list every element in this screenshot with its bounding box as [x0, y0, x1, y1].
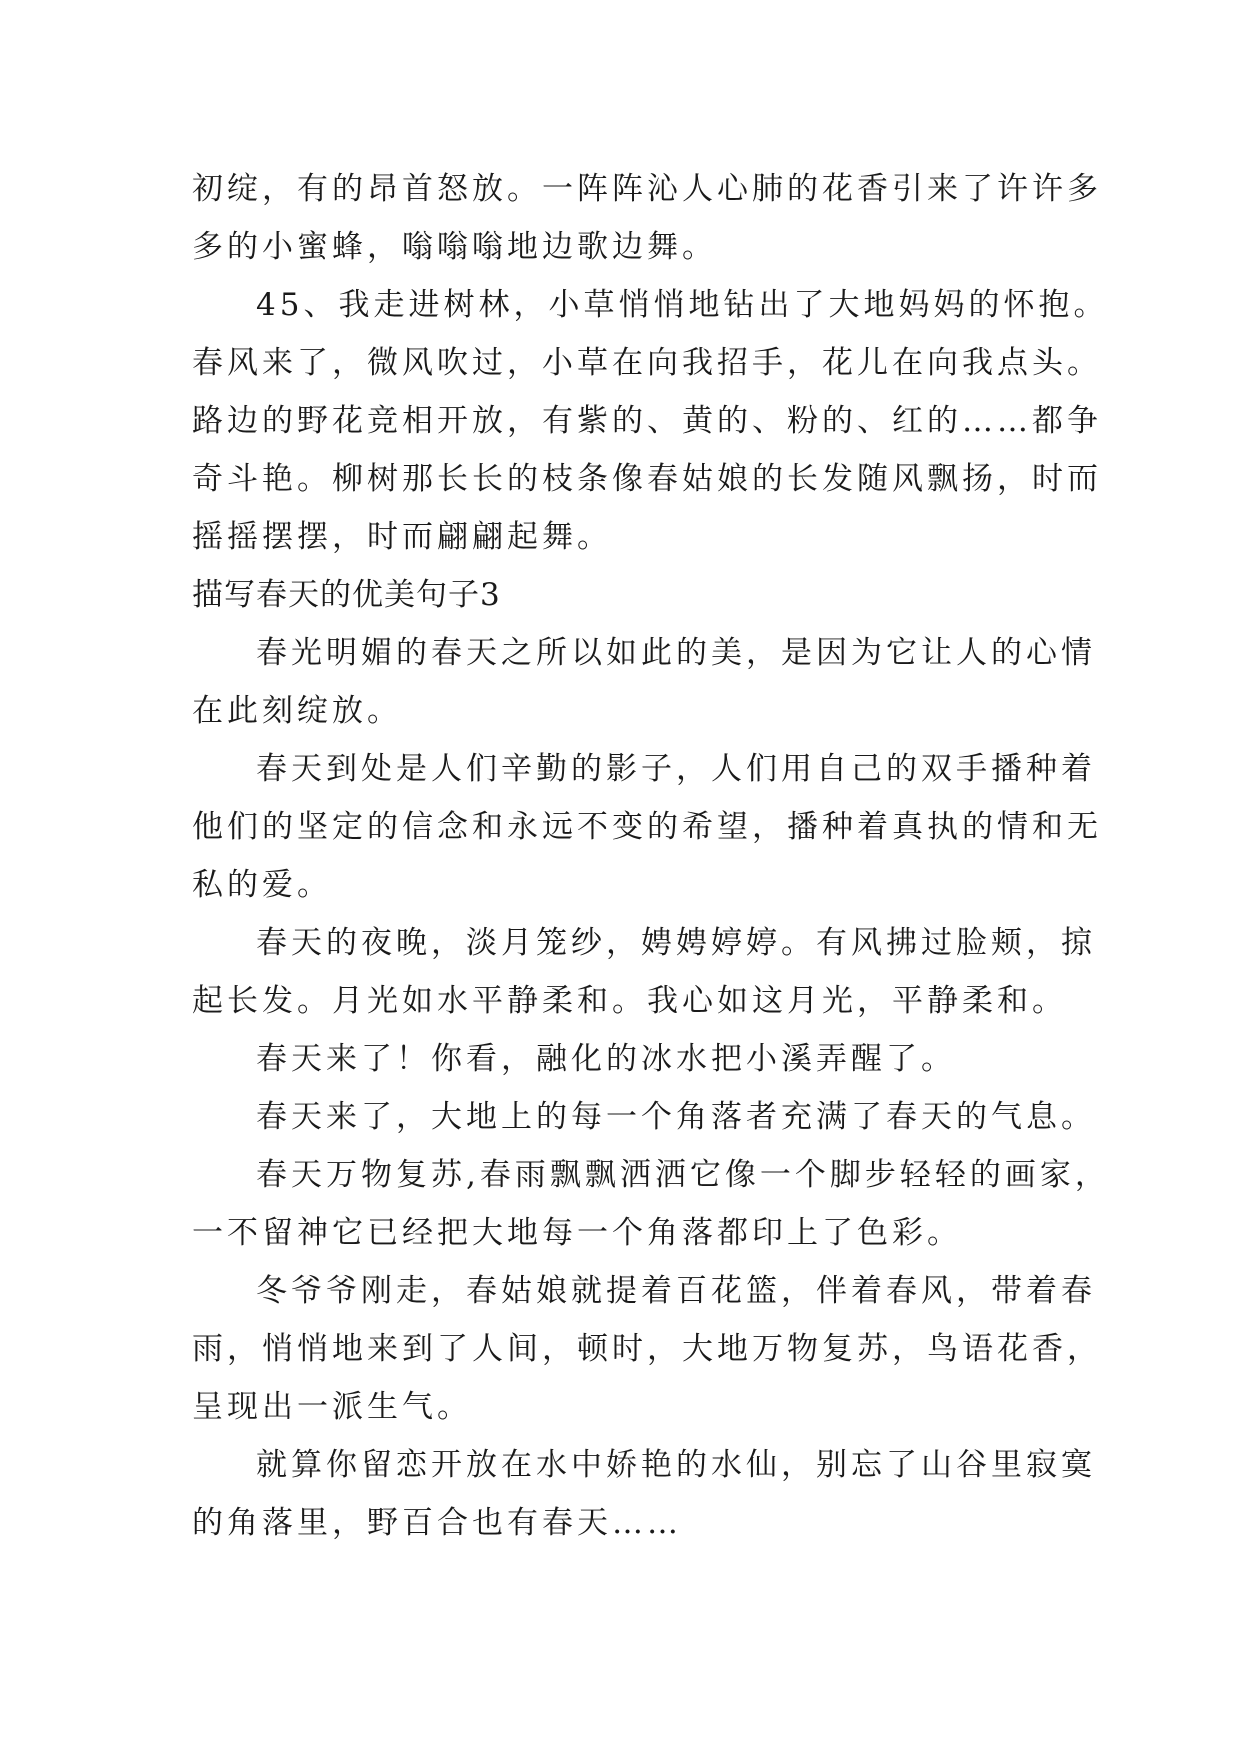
paragraph-45: [192, 276, 1109, 566]
text-line: 路边的野花竞相开放，有紫的、黄的、粉的、红的……都争: [192, 403, 1102, 439]
text-line: 私的爱。: [192, 867, 332, 903]
text-line: 初绽，有的昂首怒放。一阵阵沁人心肺的花香引来了许许多: [192, 171, 1102, 207]
paragraph: [192, 914, 1096, 1030]
text-line: 多的小蜜蜂，嗡嗡嗡地边歌边舞。: [192, 229, 717, 265]
paragraph: [192, 1088, 1096, 1146]
text-line: 春风来了，微风吹过，小草在向我招手，花儿在向我点头。: [192, 345, 1102, 381]
text-line: 起长发。月光如水平静柔和。我心如这月光，平静柔和。: [192, 983, 1067, 1019]
text-line: 春天万物复苏,春雨飘飘洒洒它像一个脚步轻轻的画家，: [256, 1157, 1110, 1193]
text-line: 春天来了，大地上的每一个角落者充满了春天的气息。: [256, 1099, 1096, 1135]
text-line: 45、我走进树林，小草悄悄地钻出了大地妈妈的怀抱。: [256, 287, 1109, 323]
paragraph: [192, 624, 1096, 740]
text-line: 在此刻绽放。: [192, 693, 402, 729]
text-line: 他们的坚定的信念和永远不变的希望，播种着真执的情和无: [192, 809, 1102, 845]
text-line: 春光明媚的春天之所以如此的美，是因为它让人的心情: [256, 635, 1096, 671]
text-line: 就算你留恋开放在水中娇艳的水仙，别忘了山谷里寂寞: [256, 1447, 1096, 1483]
paragraph: [192, 1030, 1072, 1088]
text-line: 春天的夜晚，淡月笼纱，娉娉婷婷。有风拂过脸颊，掠: [256, 925, 1096, 961]
paragraph: [192, 740, 1102, 914]
text-line: 雨，悄悄地来到了人间，顿时，大地万物复苏，鸟语花香，: [192, 1331, 1102, 1367]
text-line: 冬爷爷刚走，春姑娘就提着百花篮，伴着春风，带着春: [256, 1273, 1096, 1309]
paragraph: [192, 1262, 1102, 1436]
text-line: 的角落里，野百合也有春天……: [192, 1505, 682, 1541]
section-heading: 描写春天的优美句子3: [192, 577, 501, 613]
text-line: 春天来了！你看，融化的冰水把小溪弄醒了。: [256, 1041, 956, 1077]
text-line: 一不留神它已经把大地每一个角落都印上了色彩。: [192, 1215, 962, 1251]
text-line: 春天到处是人们辛勤的影子，人们用自己的双手播种着: [256, 751, 1096, 787]
paragraph-continued: [192, 160, 1102, 276]
paragraph: [192, 1146, 1110, 1262]
text-line: 奇斗艳。柳树那长长的枝条像春姑娘的长发随风飘扬，时而: [192, 461, 1102, 497]
text-line: 呈现出一派生气。: [192, 1389, 472, 1425]
text-line: 摇摇摆摆，时而翩翩起舞。: [192, 519, 612, 555]
document-page: [192, 160, 1110, 1552]
paragraph: [192, 1436, 1096, 1552]
